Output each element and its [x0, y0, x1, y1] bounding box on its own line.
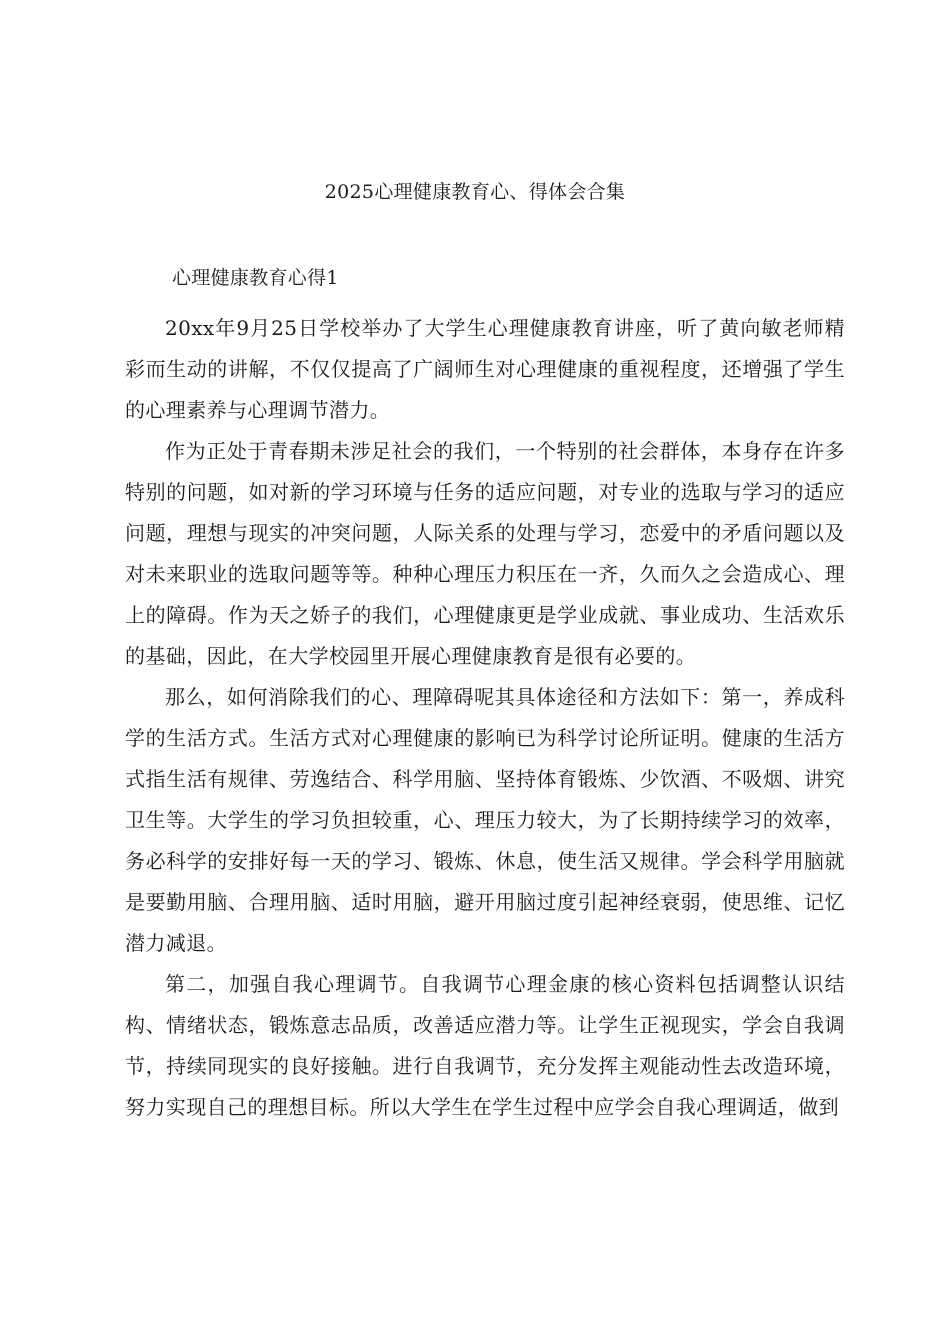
document-title: 2025心理健康教育心、得体会合集: [324, 181, 626, 203]
paragraph: 20xx年9月25日学校举办了大学生心理健康教育讲座，听了黄向敏老师精彩而生动的讲解，不仅仅提高了广阔师生对心理健康的重视程度，还增强了学生的心理素养与心理调节潜力。: [125, 316, 845, 422]
paragraph: 那么，如何消除我们的心、理障碍呢其具体途径和方法如下：第一，养成科学的生活方式。生活方式对心理健康的影响已为科学讨论所证明。健康的生活方式指生活有规律、劳逸结合、科学用脑、坚持体育锻炼、少饮酒、不吸烟、讲究卫生等。大学生的学习负担较重，心、理压力较大，为了长期持续学习的效率，务必科学的安排好每一天的学习、锻炼、休息，使生活又规律。学会科学用脑就是要勤用脑、合理用脑、适时用脑，避开用脑过度引起神经衰弱，使思维、记忆潜力减退。: [125, 685, 845, 955]
body-text: [125, 308, 845, 1128]
section-heading: 心理健康教育心得1: [172, 267, 339, 289]
paragraph: 第二，加强自我心理调节。自我调节心理金康的核心资料包括调整认识结构、情绪状态，锻炼意志品质，改善适应潜力等。让学生正视现实，学会自我调节，持续同现实的良好接触。进行自我调节，充分发挥主观能动性去改造环境，努力实现自己的理想目标。所以大学生在学生过程中应学会自我心理调适，做到: [125, 972, 845, 1119]
paragraph: 作为正处于青春期未涉足社会的我们，一个特别的社会群体，本身存在许多特别的问题，如对新的学习环境与任务的适应问题，对专业的选取与学习的适应问题，理想与现实的冲突问题，人际关系的处理与学习，恋爱中的矛盾问题以及对未来职业的选取问题等等。种种心理压力积压在一齐，久而久之会造成心、理上的障碍。作为天之娇子的我们，心理健康更是学业成就、事业成功、生活欢乐的基础，因此，在大学校园里开展心理健康教育是很有必要的。: [125, 439, 845, 668]
